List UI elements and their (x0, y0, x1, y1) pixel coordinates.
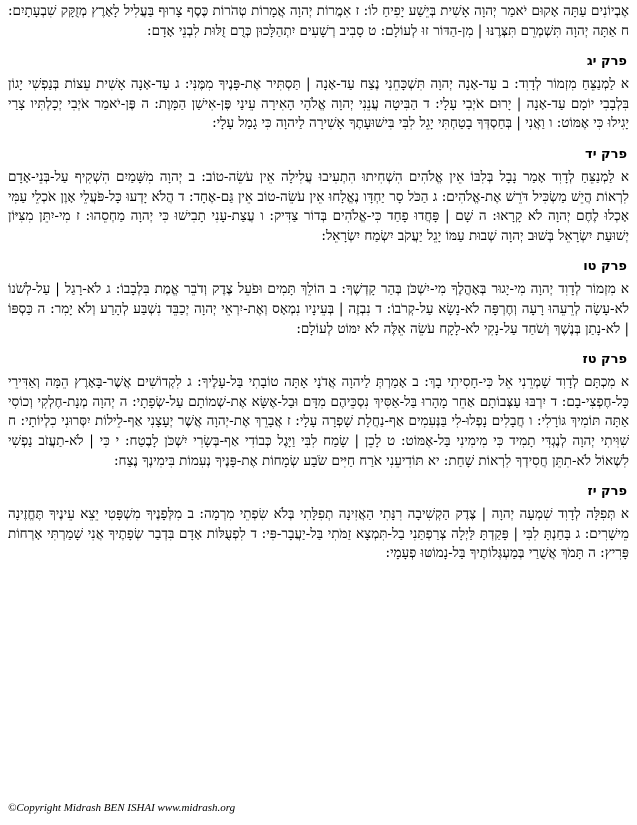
chapter-title: פרק יג (586, 54, 627, 70)
chapter-17 (8, 483, 629, 564)
chapter-text: א לַמְנַצֵּחַ לְדָוִד אָמַר נָבָל בְּלִבּוֹ אֵין אֱלֹהִים הִשְׁחִיתוּ הִתְעִיבוּ עֲלִילָה אֵין עֹשֵׂה-טוֹב: ב יְהוָה מִשָּׁמַיִם הִשְׁקִיף עַל-בְּנֵי-אָדָם לִרְאוֹת הֲיֵשׁ מַשְׂכִּיל דֹּרֵשׁ אֶת-אֱלֹהִים: ג הַכֹּל סָר יַחְדָּו נֶאֱלָחוּ אֵין עֹשֵׂה-טוֹב אֵין גַּם-אֶחָד: ד הֲלֹא יָדְעוּ כָּל-פֹּעֲלֵי אָוֶן אֹכְלֵי עַמִּי אָכְלוּ לֶחֶם יְהוָה לֹא קָרָאוּ: ה שָׁם | פָּחֲדוּ פָחַד כִּי-אֱלֹהִים בְּדוֹר צַדִּיק: ו עֲצַת-עָנִי תָבִישׁוּ כִּי יְהוָה מַחְסֵהוּ: ז מִי-יִתֵּן מִצִּיּוֹן יְשׁוּעַת יִשְׂרָאֵל בְּשׁוּב יְהוָה שְׁבוּת עַמּוֹ יָגֵל יַעֲקֹב יִשְׂמַח יִשְׂרָאֵל: (8, 168, 629, 244)
intro-paragraph: אֶבְיוֹנִים עַתָּה אָקוּם יֹאמַר יְהוָה אָשִׁית בְּיֵשַׁע יָפִיחַ לוֹ: ז אִמֲרוֹת יְהוָה אֲמָרוֹת טְהֹרוֹת כֶּסֶף צָרוּף בַּעֲלִיל לָאָרֶץ מְזֻקָּק שִׁבְעָתָיִם: ח אַתָּה יְהוָה תִּשְׁמְרֵם תִּצְּרֶנּוּ | מִן-הַדּוֹר זוּ לְעוֹלָם: ט סָבִיב רְשָׁעִים יִתְהַלָּכוּן כְּרֻם זֻלּוּת לִבְנֵי אָדָם: (8, 3, 629, 39)
chapter-text: א מִזְמוֹר לְדָוִד יְהוָה מִי-יָגוּר בְּאָהֳלֶךָ מִי-יִשְׁכֹּן בְּהַר קָדְשֶׁךָ: ב הוֹלֵךְ תָּמִים וּפֹעֵל צֶדֶק וְדֹבֵר אֱמֶת בִּלְבָבוֹ: ג לֹא-רָגַל | עַל-לְשֹׁנוֹ לֹא-עָשָׂה לְרֵעֵהוּ רָעָה וְחֶרְפָּה לֹא-נָשָׂא עַל-קְרֹבוֹ: ד נִבְזֶה | בְּעֵינָיו נִמְאָס וְאֶת-יִרְאֵי יְהוָה יְכַבֵּד נִשְׁבַּע לְהָרַע וְלֹא יָמִר: ה כַּסְפּוֹ | לֹא-נָתַן בְּנֶשֶׁךְ וְשֹׁחַד עַל-נָקִי לֹא-לָקָח עֹשֵׂה אֵלֶּה לֹא יִמּוֹט לְעוֹלָם: (8, 281, 629, 337)
chapter-14 (8, 146, 629, 246)
chapter-text: א מִכְתָּם לְדָוִד שָׁמְרֵנִי אֵל כִּי-חָסִיתִי בָךְ: ב אָמַרְתְּ לַיהוָה אֲדֹנָי אָתָּה טוֹבָתִי בַּל-עָלֶיךָ: ג לִקְדוֹשִׁים אֲשֶׁר-בָּאָרֶץ הֵמָּה וְאַדִּירֵי כָּל-חֶפְצִי-בָם: ד יִרְבּוּ עַצְּבוֹתָם אַחֵר מָהָרוּ בַּל-אַסִּיךְ נִסְכֵּיהֶם מִדָּם וּבַל-אֶשָּׂא אֶת-שְׁמוֹתָם עַל-שְׂפָתָי: ה יְהוָה מְנָת-חֶלְקִי וְכוֹסִי אַתָּה תּוֹמִיךְ גּוֹרָלִי: ו חֲבָלִים נָפְלוּ-לִי בַּנְּעִמִים אַף-נַחֲלָת שָׁפְרָה עָלָי: ז אֲבָרֵךְ אֶת-יְהוָה אֲשֶׁר יְעָצָנִי אַף-לֵילוֹת יִסְּרוּנִי כִלְיוֹתָי: ח שִׁוִּיתִי יְהוָה לְנֶגְדִּי תָמִיד כִּי מִימִינִי בַּל-אֶמּוֹט: ט לָכֵן | שָׂמַח לִבִּי וַיָּגֶל כְּבוֹדִי אַף-בְּשָׂרִי יִשְׁכֹּן לָבֶטַח: י כִּי | לֹא-תַעֲזֹב נַפְשִׁי לִשְׁאוֹל לֹא-תִתֵּן חֲסִידְךָ לִרְאוֹת שָׁחַת: יא תּוֹדִיעֵנִי אֹרַח חַיִּים שֹׂבַע שְׂמָחוֹת אֶת-פָּנֶיךָ נְעִמוֹת בִּימִינְךָ נֶצַח: (8, 374, 629, 469)
chapter-title: פרק טז (582, 352, 627, 368)
chapter-title: פרק טו (583, 259, 627, 275)
chapter-title: פרק יז (587, 484, 627, 500)
chapter-title: פרק יד (585, 146, 627, 162)
chapter-16 (8, 351, 629, 471)
copyright-notice: ©Copyright Midrash BEN ISHAI www.midrash.org (8, 802, 236, 814)
chapter-15 (8, 258, 629, 339)
chapter-text: א לַמְנַצֵּחַ מִזְמוֹר לְדָוִד: ב עַד-אָנָה יְהוָה תִּשְׁכָּחֵנִי נֶצַח עַד-אָנָה | תַּסְתִּיר אֶת-פָּנֶיךָ מִמֶּנִּי: ג עַד-אָנָה אָשִׁית עֵצוֹת בְּנַפְשִׁי יָגוֹן בִּלְבָבִי יוֹמָם עַד-אָנָה | יָרוּם אֹיְבִי עָלָי: ד הַבִּיטָה עֲנֵנִי יְהוָה אֱלֹהָי הָאִירָה עֵינַי פֶּן-אִישַׁן הַמָּוֶת: ה פֶּן-יֹאמַר אֹיְבִי יְכָלְתִּיו צָרַי יָגִילוּ כִּי אֶמּוֹט: ו וַאֲנִי | בְּחַסְדְּךָ בָטַחְתִּי יָגֵל לִבִּי בִּישׁוּעָתֶךָ אָשִׁירָה לַיהוָה כִּי גָמַל עָלָי: (8, 76, 629, 132)
chapter-text: א תְּפִלָּה לְדָוִד שִׁמְעָה יְהוָה | צֶדֶק הַקְשִׁיבָה רִנָּתִי הַאֲזִינָה תְפִלָּתִי בְּלֹא שִׂפְתֵי מִרְמָה: ב מִלְּפָנֶיךָ מִשְׁפָּטִי יֵצֵא עֵינֶיךָ תֶּחֱזֶינָה מֵישָׁרִים: ג בָּחַנְתָּ לִבִּי | פָּקַדְתָּ לַּיְלָה צְרַפְתַּנִי בַל-תִּמְצָא זַמֹּתִי בַּל-יַעֲבָר-פִּי: ד לִפְעֻלּוֹת אָדָם בִּדְבַר שְׂפָתֶיךָ אֲנִי שָׁמַרְתִּי אָרְחוֹת פָּרִיץ: ה תָּמֹךְ אֲשֻׁרַי בְּמַעְגְּלוֹתֶיךָ בַּל-נָמוֹטּוּ פְעָמָי: (8, 506, 629, 562)
chapter-13 (8, 53, 629, 134)
